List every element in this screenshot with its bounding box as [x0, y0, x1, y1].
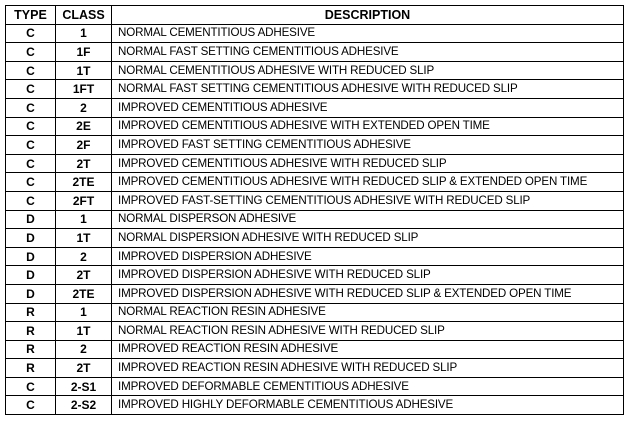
- table-row: [6, 284, 624, 303]
- table-row: [6, 154, 624, 173]
- class-cell: 1F: [56, 43, 112, 62]
- table-row: [6, 229, 624, 248]
- description-cell: NORMAL FAST SETTING CEMENTITIOUS ADHESIVE: [112, 43, 624, 62]
- table-row: [6, 396, 624, 415]
- header-type: TYPE: [6, 6, 56, 25]
- class-cell: 2: [56, 98, 112, 117]
- type-cell: C: [6, 98, 56, 117]
- description-cell: IMPROVED DISPERSION ADHESIVE WITH REDUCED SLIP & EXTENDED OPEN TIME: [112, 284, 624, 303]
- description-cell: IMPROVED FAST-SETTING CEMENTITIOUS ADHESIVE WITH REDUCED SLIP: [112, 191, 624, 210]
- table-row: [6, 117, 624, 136]
- description-cell: NORMAL CEMENTITIOUS ADHESIVE WITH REDUCED SLIP: [112, 61, 624, 80]
- header-description: DESCRIPTION: [112, 6, 624, 25]
- class-cell: 2FT: [56, 191, 112, 210]
- type-cell: C: [6, 61, 56, 80]
- type-cell: D: [6, 229, 56, 248]
- class-cell: 1T: [56, 229, 112, 248]
- description-cell: IMPROVED DISPERSION ADHESIVE WITH REDUCED SLIP: [112, 266, 624, 285]
- type-cell: R: [6, 303, 56, 322]
- type-cell: D: [6, 247, 56, 266]
- table-row: [6, 377, 624, 396]
- type-cell: C: [6, 173, 56, 192]
- class-cell: 1FT: [56, 80, 112, 99]
- class-cell: 2TE: [56, 284, 112, 303]
- table-row: [6, 191, 624, 210]
- type-cell: C: [6, 396, 56, 415]
- type-cell: C: [6, 24, 56, 43]
- description-cell: NORMAL REACTION RESIN ADHESIVE: [112, 303, 624, 322]
- class-cell: 2: [56, 247, 112, 266]
- class-cell: 1: [56, 210, 112, 229]
- adhesive-classification-table: [5, 5, 624, 415]
- type-cell: D: [6, 284, 56, 303]
- type-cell: C: [6, 377, 56, 396]
- class-cell: 1T: [56, 61, 112, 80]
- table-row: [6, 359, 624, 378]
- table-row: [6, 210, 624, 229]
- type-cell: D: [6, 210, 56, 229]
- table-body: [6, 24, 624, 414]
- class-cell: 1: [56, 24, 112, 43]
- table-row: [6, 303, 624, 322]
- table-row: [6, 24, 624, 43]
- type-cell: R: [6, 322, 56, 341]
- description-cell: NORMAL REACTION RESIN ADHESIVE WITH REDUCED SLIP: [112, 322, 624, 341]
- adhesive-classification-table-wrapper: [5, 5, 624, 415]
- class-cell: 2F: [56, 136, 112, 155]
- class-cell: 2T: [56, 359, 112, 378]
- type-cell: C: [6, 43, 56, 62]
- type-cell: D: [6, 266, 56, 285]
- type-cell: C: [6, 154, 56, 173]
- type-cell: R: [6, 359, 56, 378]
- description-cell: IMPROVED DEFORMABLE CEMENTITIOUS ADHESIVE: [112, 377, 624, 396]
- table-row: [6, 322, 624, 341]
- table-row: [6, 136, 624, 155]
- header-row: [6, 6, 624, 25]
- class-cell: 2T: [56, 266, 112, 285]
- description-cell: IMPROVED CEMENTITIOUS ADHESIVE: [112, 98, 624, 117]
- description-cell: IMPROVED CEMENTITIOUS ADHESIVE WITH REDUCED SLIP & EXTENDED OPEN TIME: [112, 173, 624, 192]
- class-cell: 2E: [56, 117, 112, 136]
- table-row: [6, 98, 624, 117]
- type-cell: C: [6, 191, 56, 210]
- class-cell: 2: [56, 340, 112, 359]
- type-cell: R: [6, 340, 56, 359]
- description-cell: IMPROVED CEMENTITIOUS ADHESIVE WITH EXTENDED OPEN TIME: [112, 117, 624, 136]
- table-row: [6, 247, 624, 266]
- header-class: CLASS: [56, 6, 112, 25]
- table-row: [6, 340, 624, 359]
- table-row: [6, 266, 624, 285]
- table-header: [6, 6, 624, 25]
- class-cell: 2T: [56, 154, 112, 173]
- description-cell: NORMAL DISPERSON ADHESIVE: [112, 210, 624, 229]
- description-cell: NORMAL CEMENTITIOUS ADHESIVE: [112, 24, 624, 43]
- class-cell: 1: [56, 303, 112, 322]
- class-cell: 2-S2: [56, 396, 112, 415]
- table-row: [6, 43, 624, 62]
- class-cell: 2TE: [56, 173, 112, 192]
- table-row: [6, 61, 624, 80]
- description-cell: IMPROVED DISPERSION ADHESIVE: [112, 247, 624, 266]
- description-cell: IMPROVED FAST SETTING CEMENTITIOUS ADHESIVE: [112, 136, 624, 155]
- description-cell: IMPROVED REACTION RESIN ADHESIVE WITH REDUCED SLIP: [112, 359, 624, 378]
- type-cell: C: [6, 80, 56, 99]
- description-cell: IMPROVED CEMENTITIOUS ADHESIVE WITH REDUCED SLIP: [112, 154, 624, 173]
- type-cell: C: [6, 117, 56, 136]
- description-cell: NORMAL DISPERSION ADHESIVE WITH REDUCED SLIP: [112, 229, 624, 248]
- description-cell: IMPROVED REACTION RESIN ADHESIVE: [112, 340, 624, 359]
- description-cell: NORMAL FAST SETTING CEMENTITIOUS ADHESIVE WITH REDUCED SLIP: [112, 80, 624, 99]
- table-row: [6, 80, 624, 99]
- class-cell: 2-S1: [56, 377, 112, 396]
- class-cell: 1T: [56, 322, 112, 341]
- table-row: [6, 173, 624, 192]
- description-cell: IMPROVED HIGHLY DEFORMABLE CEMENTITIOUS ADHESIVE: [112, 396, 624, 415]
- type-cell: C: [6, 136, 56, 155]
